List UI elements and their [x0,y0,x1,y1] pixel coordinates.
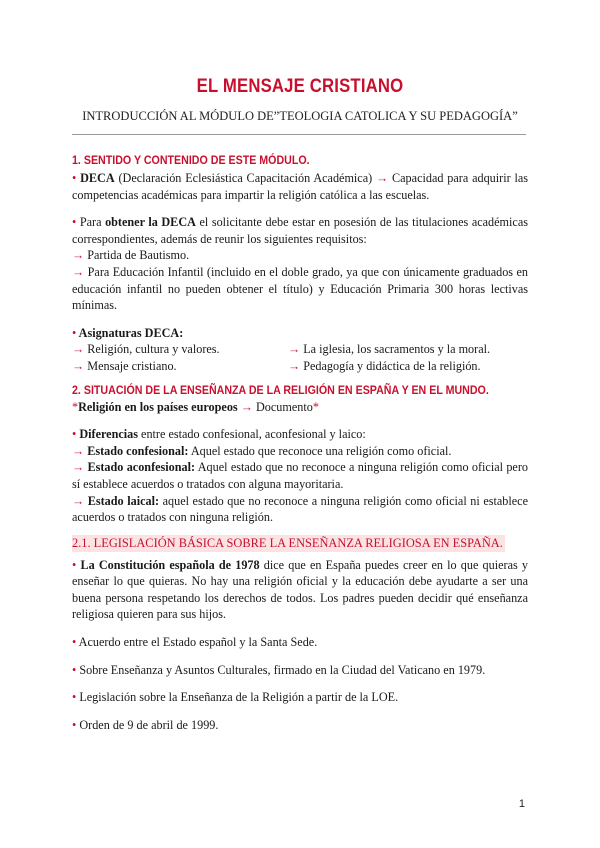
bullet: • [72,662,77,677]
diferencias-text: entre estado confesional, aconfesional y laico: [138,427,366,442]
diferencias-term: Diferencias [76,427,138,442]
constitucion-text: dice que en España puedes creer en lo que quieras y enseñar lo que quieras. No hay una religión oficial y la educación debe ayudarte a ser una buena persona respetando los derechos de todos. Los padres pueden decidir qué enseñanza religiosa quieren para sus hijos. [72,557,528,622]
page-subtitle: INTRODUCCIÓN AL MÓDULO DE”TEOLOGIA CATOLICA Y SU PEDAGOGÍA” [82,109,518,123]
section-1-heading: 1. SENTIDO Y CONTENIDO DE ESTE MÓDULO. [72,153,310,167]
arrow-icon: → [288,342,301,357]
asignatura-item [288,358,504,375]
legislacion-text: Acuerdo entre el Estado español y la Santa Sede. [76,635,318,650]
estado-term: Estado aconfesional: [84,460,196,475]
constitucion-term: La Constitución española de 1978 [76,557,260,572]
asignaturas-heading [72,325,528,342]
estado-text: Aquel estado que reconoce una religión como oficial. [188,443,452,458]
page-title: EL MENSAJE CRISTIANO [196,76,404,97]
legislacion-item [72,717,528,734]
subsection-2-1-heading: 2.1. LEGISLACIÓN BÁSICA SOBRE LA ENSEÑANZA RELIGIOSA EN ESPAÑA. [72,535,503,550]
obtener-prefix: Para [76,215,106,230]
asignaturas-left [72,341,288,374]
legislacion-item [72,662,528,679]
obtener-paragraph [72,214,528,247]
bullet: • [72,635,77,650]
bullet: • [72,427,77,442]
asignatura-text: Religión, cultura y valores. [84,342,220,357]
arrow-icon: → [376,171,389,185]
estado-item [72,459,528,492]
arrow-icon: → [72,248,85,263]
estado-text: aquel estado que no reconoce a ninguna religión como oficial ni establece acuerdos o tratados con ninguna religión. [72,493,528,525]
asignatura-text: Pedagogía y didáctica de la religión. [300,358,481,373]
estado-item [72,443,528,460]
legislacion-text: Legislación sobre la Enseñanza de la Religión a partir de la LOE. [76,690,399,705]
arrow-icon: → [72,358,85,373]
estado-term: Estado laical: [84,493,160,508]
bullet: • [72,690,77,705]
deca-description: Capacidad para adquirir las competencias académicas para impartir la religión católica a las escuelas. [72,171,529,202]
requirement-1 [72,247,528,264]
legislacion-text: Orden de 9 de abril de 1999. [76,717,219,732]
section-2-heading: 2. SITUACIÓN DE LA ENSEÑANZA DE LA RELIGIÓN EN ESPAÑA Y EN EL MUNDO. [72,382,489,397]
requirement-2-text: Para Educación Infantil (incluido en el doble grado, ya que con únicamente graduados en educación infantil no pueden obtener el título) y Educación Primaria 300 horas lectivas mínimas. [72,264,528,313]
arrow-icon: → [72,342,85,357]
asignaturas-title: Asignaturas DECA: [76,325,184,340]
title-divider [72,134,526,135]
requirement-1-text: Partida de Bautismo. [84,248,190,263]
arrow-icon: → [288,358,301,373]
requirement-2 [72,264,528,314]
arrow-icon: → [72,443,85,458]
religion-paises-line [72,399,528,416]
bullet: • [72,717,77,732]
bullet: • [72,171,77,185]
arrow-icon: → [72,264,85,279]
religion-paises-term: Religión en los países europeos [78,399,238,414]
legislacion-item [72,634,528,651]
obtener-term: obtener la DECA [105,215,196,230]
arrow-icon: → [240,399,253,414]
estado-term: Estado confesional: [84,443,189,458]
legislacion-item [72,689,528,706]
constitucion-paragraph [72,557,528,623]
asignatura-item [72,341,288,358]
arrow-icon: → [72,460,85,475]
asterisk: * [312,399,319,414]
estado-item [72,493,528,526]
asignatura-text: La iglesia, los sacramentos y la moral. [300,342,491,357]
documento-link: Documento [252,399,313,414]
estado-text: Aquel estado que no reconoce a ninguna religión como oficial pero sí establece acuerdos o tratados con alguna mayoritaria. [72,460,528,491]
asignaturas-columns [72,341,528,374]
asterisk: * [72,399,79,414]
main-content [72,152,528,733]
obtener-text: el solicitante debe estar en posesión de las titulaciones académicas correspondientes, además de reunir los siguientes requisitos: [72,215,528,246]
deca-term: DECA [80,171,115,185]
diferencias-paragraph [72,426,528,443]
asignatura-text: Mensaje cristiano. [84,358,177,373]
asignatura-item [288,341,504,358]
deca-definition: (Declaración Eclesiástica Capacitación Académica) [114,171,377,185]
bullet: • [72,215,77,230]
legislacion-text: Sobre Enseñanza y Asuntos Culturales, firmado en la Ciudad del Vaticano en 1979. [76,662,486,677]
deca-paragraph [72,170,528,203]
bullet: • [72,325,77,340]
page-number: 1 [518,798,525,810]
arrow-icon: → [72,493,85,508]
asignatura-item [72,358,288,375]
bullet: • [72,557,77,572]
asignaturas-right [288,341,504,374]
